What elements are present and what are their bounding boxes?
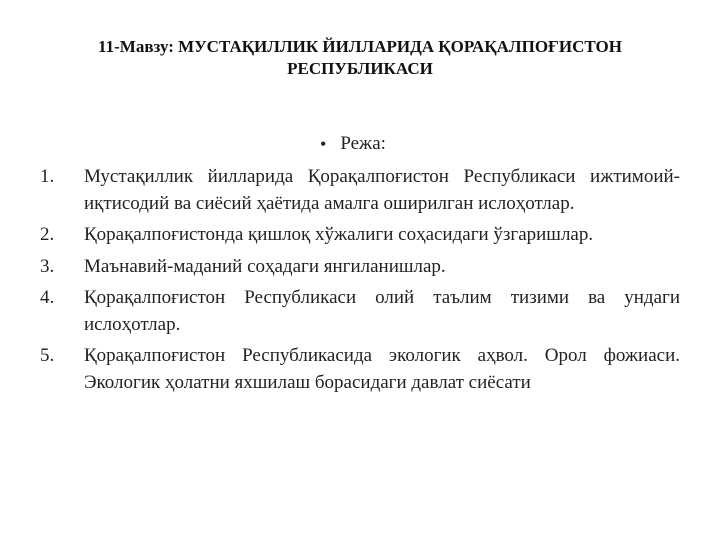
plan-item-text: Қорақалпоғистон Республикаси олий таълим тизими ва ундаги ислоҳотлар.: [84, 287, 680, 335]
plan-item-number: 5.: [40, 345, 55, 366]
bullet-icon: •: [320, 134, 327, 154]
title-line-2: РЕСПУБЛИКАСИ: [287, 59, 433, 78]
title-line-1: 11-Мавзу: МУСТАҚИЛЛИК ЙИЛЛАРИДА ҚОРАҚАЛПОҒИСТОН: [98, 37, 622, 56]
plan-item-text: Маънавий-маданий соҳадаги янгиланишлар.: [84, 255, 446, 277]
plan-item-number: 3.: [40, 255, 55, 277]
plan-item-number: 4.: [40, 287, 55, 308]
plan-item-2: [40, 222, 680, 249]
plan-item-text: Мустақиллик йилларида Қорақалпоғистон Республикаси ижтимоий-иқтисодий ва сиёсий ҳаётида амалга оширилган ислоҳотлар.: [84, 166, 680, 214]
plan-item-4: [40, 285, 680, 338]
plan-heading-row: [320, 133, 386, 155]
plan-heading: Режа:: [340, 133, 386, 154]
slide-title: [30, 36, 690, 80]
plan-item-number: 2.: [40, 224, 55, 245]
plan-item-3: [40, 254, 680, 281]
plan-item-text: Қорақалпоғистон Республикасида экологик аҳвол. Орол фожиаси. Экологик ҳолатни яхшилаш борасидаги давлат сиёсати: [84, 345, 680, 393]
plan-item-text: Қорақалпоғистонда қишлоқ хўжалиги соҳасидаги ўзгаришлар.: [84, 224, 594, 245]
plan-item-1: [40, 164, 680, 217]
plan-item-number: 1.: [40, 166, 55, 187]
plan-list: [40, 164, 680, 401]
plan-item-5: [40, 343, 680, 396]
